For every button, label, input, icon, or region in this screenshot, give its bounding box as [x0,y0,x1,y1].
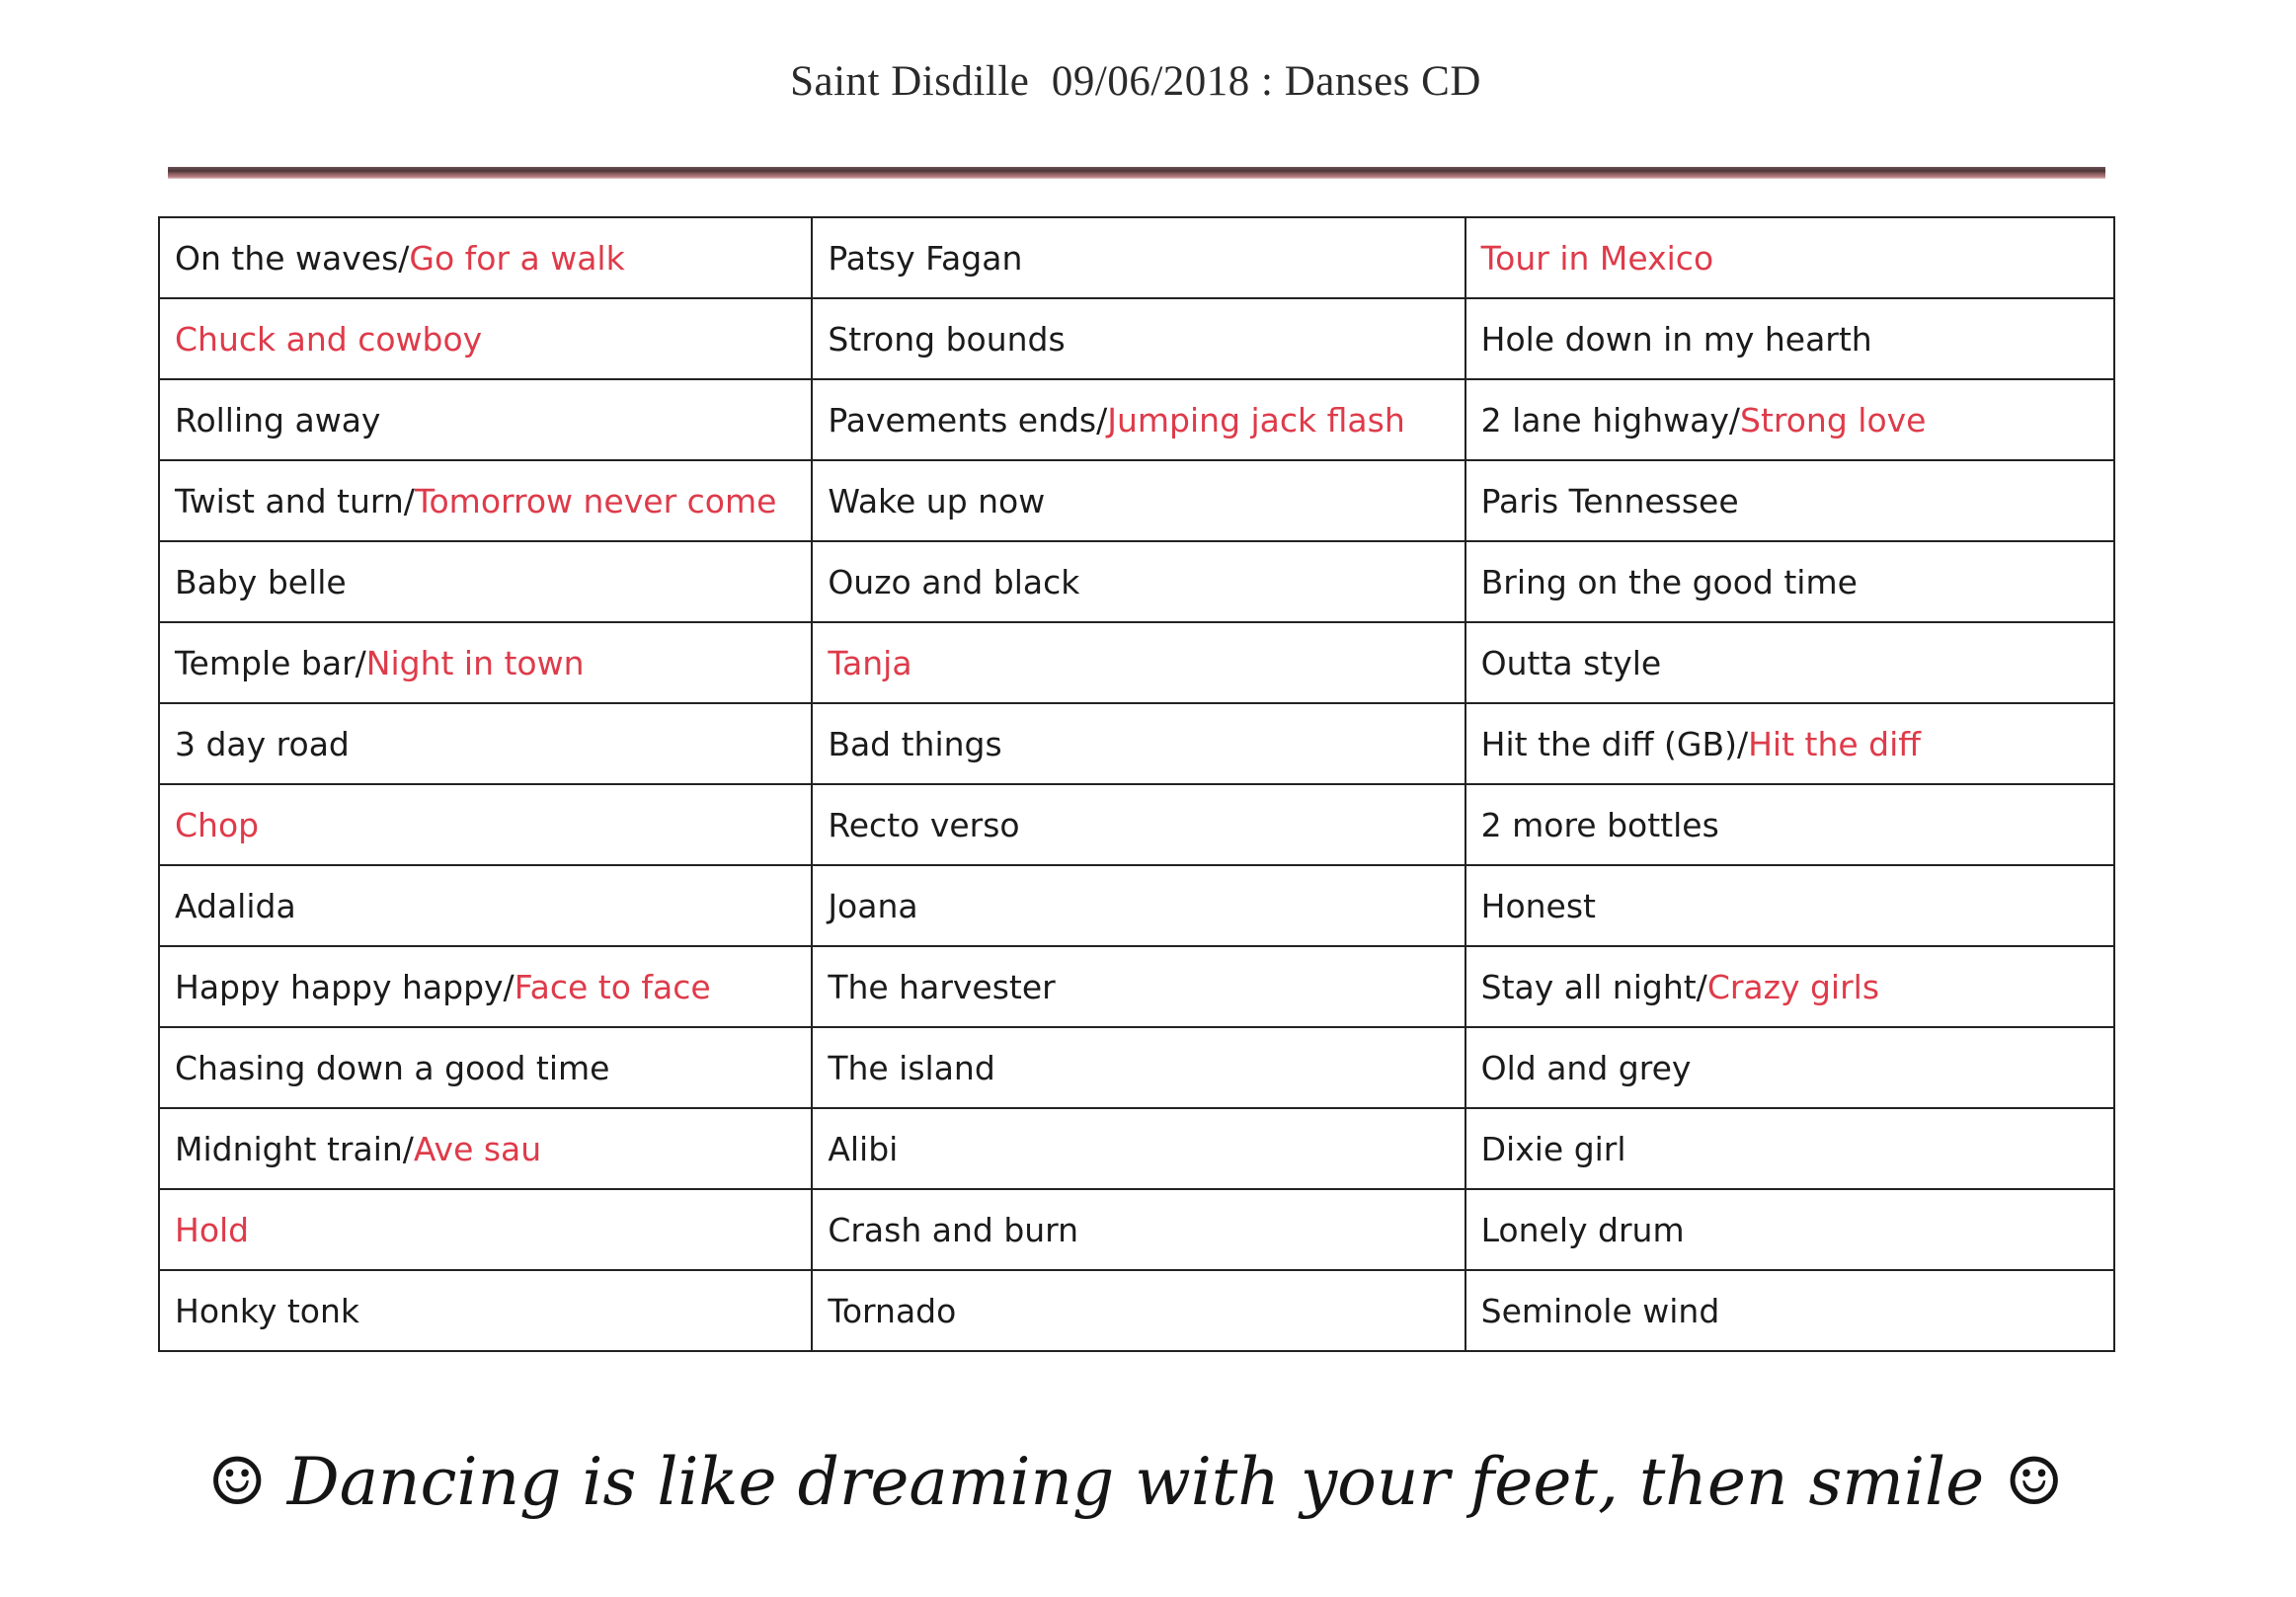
dance-name-highlighted: Chop [175,805,260,844]
dance-name: Rolling away [175,400,381,439]
dance-name: Stay all night/ [1480,967,1707,1006]
table-row [159,1189,2114,1270]
dance-name-highlighted: Chuck and cowboy [175,319,483,359]
table-cell [1465,1027,2114,1108]
dance-name-highlighted: Tomorrow never come [414,481,777,520]
dance-name-highlighted: Night in town [365,643,585,682]
dance-name: Midnight train/ [175,1129,414,1168]
table-cell [1465,1108,2114,1189]
dance-name: Happy happy happy/ [175,967,515,1006]
table-cell [812,703,1465,784]
dance-name-highlighted: Strong love [1740,400,1927,439]
table-row [159,460,2114,541]
dance-name: Bad things [828,724,1002,763]
table-cell [812,541,1465,622]
table-cell [1465,1189,2114,1270]
table-row [159,865,2114,946]
dance-name: The harvester [828,967,1056,1006]
dance-name: Pavements ends/ [828,400,1108,439]
dance-name-highlighted: Go for a walk [409,238,625,278]
table-row [159,1270,2114,1351]
table-cell [1465,622,2114,703]
dance-name: On the waves/ [175,238,410,278]
dance-name: Paris Tennessee [1480,481,1739,520]
dance-name: Bring on the good time [1480,562,1858,601]
table-cell [159,1108,812,1189]
dance-list-table [158,216,2115,1352]
dance-name: Lonely drum [1480,1210,1685,1249]
dance-name: Recto verso [828,805,1020,844]
dance-name: Honky tonk [175,1291,360,1330]
table-cell [159,1189,812,1270]
table-cell [1465,460,2114,541]
dance-name-highlighted: Hold [175,1210,250,1249]
table-cell [812,946,1465,1027]
dance-name: 2 lane highway/ [1480,400,1741,439]
table-cell [812,1270,1465,1351]
table-cell [1465,865,2114,946]
table-cell [159,703,812,784]
table-cell [812,1189,1465,1270]
table-cell [159,1027,812,1108]
table-row [159,703,2114,784]
dance-name: Temple bar/ [175,643,366,682]
table-cell [812,622,1465,703]
table-cell [812,217,1465,298]
table-row [159,622,2114,703]
dance-name: Twist and turn/ [175,481,415,520]
dance-name: Wake up now [828,481,1046,520]
page-title: Saint Disdille 09/06/2018 : Danses CD [790,58,1481,105]
dance-name: 2 more bottles [1480,805,1719,844]
table-row [159,1108,2114,1189]
table-cell [812,1108,1465,1189]
dance-name: Seminole wind [1480,1291,1720,1330]
table-cell [1465,541,2114,622]
dance-name: Old and grey [1480,1048,1692,1087]
footer-quote: ☺ Dancing is like dreaming with your feet, then smile ☺ [207,1444,2064,1520]
dance-name-highlighted: Ave sau [413,1129,542,1168]
dance-name: Hole down in my hearth [1480,319,1872,359]
dance-name-highlighted: Jumping jack flash [1107,400,1405,439]
dance-name: 3 day road [175,724,350,763]
dance-name: Honest [1480,886,1596,925]
dance-name: Hit the diff (GB)/ [1480,724,1749,763]
table-cell [159,541,812,622]
table-cell [159,865,812,946]
dance-list-body [159,217,2114,1351]
dance-name: Alibi [828,1129,899,1168]
dance-name: The island [828,1048,995,1087]
table-row [159,946,2114,1027]
table-cell [159,1270,812,1351]
dance-name: Dixie girl [1480,1129,1626,1168]
table-row [159,379,2114,460]
table-cell [159,460,812,541]
table-row [159,541,2114,622]
dance-name-highlighted: Tanja [828,643,912,682]
table-cell [159,298,812,379]
table-cell [812,379,1465,460]
table-row [159,298,2114,379]
dance-name-highlighted: Crazy girls [1706,967,1880,1006]
dance-name-highlighted: Hit the diff [1748,724,1922,763]
table-row [159,1027,2114,1108]
title-divider [168,167,2105,179]
table-row [159,784,2114,865]
table-cell [159,946,812,1027]
table-row [159,217,2114,298]
dance-name: Baby belle [175,562,347,601]
dance-name-highlighted: Face to face [514,967,711,1006]
table-cell [159,217,812,298]
dance-name: Tornado [828,1291,957,1330]
table-cell [159,784,812,865]
table-cell [1465,784,2114,865]
dance-name: Outta style [1480,643,1662,682]
dance-name: Patsy Fagan [828,238,1023,278]
dance-name-highlighted: Tour in Mexico [1480,238,1714,278]
dance-name: Joana [828,886,918,925]
table-cell [159,622,812,703]
table-cell [1465,703,2114,784]
dance-name: Chasing down a good time [175,1048,610,1087]
table-cell [1465,217,2114,298]
table-cell [812,460,1465,541]
table-cell [1465,298,2114,379]
table-cell [1465,1270,2114,1351]
dance-name: Adalida [175,886,296,925]
table-cell [1465,946,2114,1027]
table-cell [812,1027,1465,1108]
table-cell [812,784,1465,865]
table-cell [1465,379,2114,460]
dance-name: Strong bounds [828,319,1066,359]
table-cell [812,865,1465,946]
dance-name: Ouzo and black [828,562,1080,601]
table-cell [159,379,812,460]
table-cell [812,298,1465,379]
dance-name: Crash and burn [828,1210,1079,1249]
